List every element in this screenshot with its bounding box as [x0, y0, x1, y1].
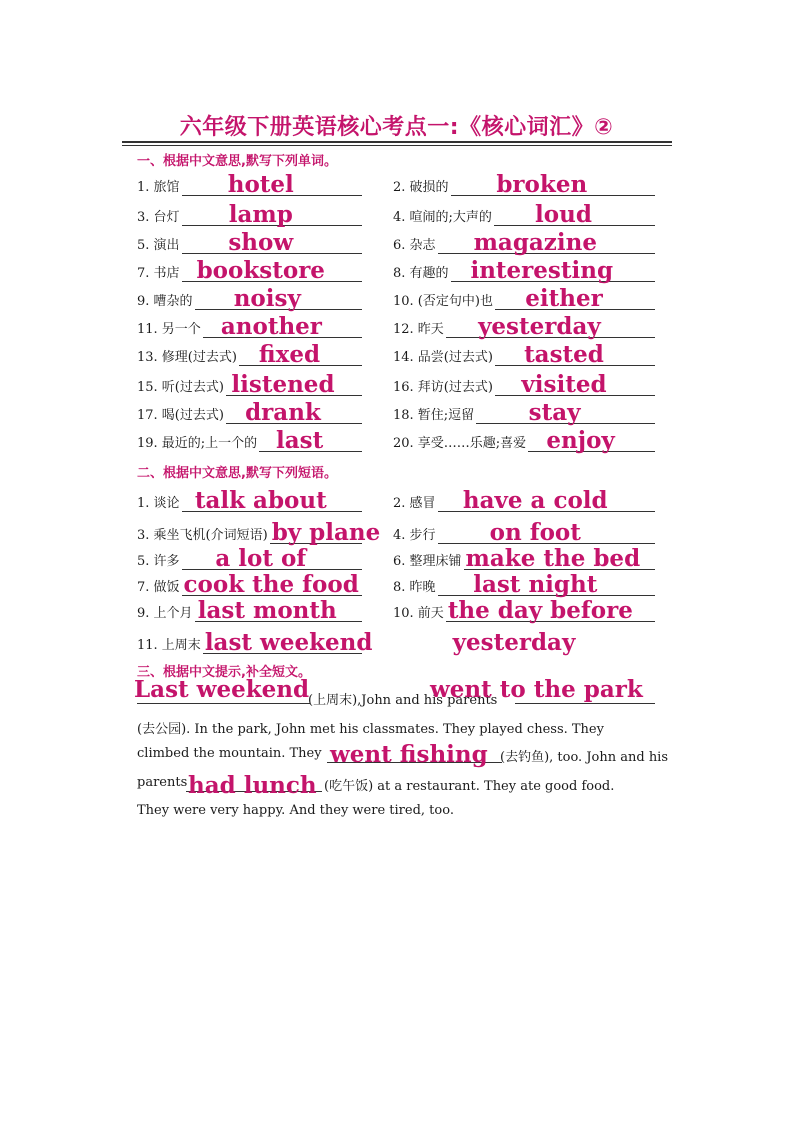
- phrase-item: [137, 486, 362, 514]
- handwritten-answer: yesterday: [452, 629, 576, 656]
- word-item: [393, 228, 655, 256]
- item-prompt: 4. 步行: [393, 528, 436, 543]
- word-item: [393, 170, 655, 198]
- handwritten-answer: enjoy: [546, 427, 615, 454]
- handwritten-answer: broken: [496, 171, 588, 198]
- item-prompt: 14. 品尝(过去式): [393, 350, 493, 365]
- handwritten-answer: on foot: [489, 519, 581, 546]
- item-prompt: 12. 昨天: [393, 322, 444, 337]
- word-item: [137, 200, 362, 228]
- phrase-item: [137, 544, 362, 572]
- item-prompt: 6. 整理床铺: [393, 554, 462, 569]
- handwritten-answer: hotel: [227, 171, 294, 198]
- item-prompt: 17. 喝(过去式): [137, 408, 224, 423]
- word-item: [137, 312, 362, 340]
- item-prompt: 8. 有趣的: [393, 266, 449, 281]
- item-prompt: 7. 书店: [137, 266, 180, 281]
- item-prompt: 3. 乘坐飞机(介词短语): [137, 528, 268, 543]
- phrase-item: [393, 570, 655, 598]
- phrase-item: [393, 518, 655, 546]
- item-prompt: 15. 听(过去式): [137, 380, 224, 395]
- passage-line-3-start: climbed the mountain. They: [137, 746, 322, 761]
- handwritten-answer: yesterday: [478, 313, 601, 340]
- handwritten-answer: last weekend: [204, 629, 373, 656]
- handwritten-answer: cook the food: [183, 571, 359, 598]
- word-item: [137, 340, 362, 368]
- handwritten-answer: listened: [231, 371, 335, 398]
- handwritten-answer: bookstore: [196, 257, 325, 284]
- handwritten-answer: show: [228, 229, 294, 256]
- item-prompt: 9. 嘈杂的: [137, 294, 193, 309]
- passage-hint-1: (上周末),John and his parents: [308, 693, 498, 708]
- section1-heading: 一、根据中文意思,默写下列单词。: [137, 154, 337, 169]
- word-item: [137, 256, 362, 284]
- item-prompt: 6. 杂志: [393, 238, 436, 253]
- word-item: [137, 228, 362, 256]
- phrase-item: [137, 596, 362, 624]
- answer-went-to-the-park: went to the park: [430, 676, 643, 703]
- phrase-item: [137, 518, 381, 546]
- phrase-item: [137, 628, 373, 656]
- phrase-item: [393, 628, 655, 656]
- item-prompt: 5. 许多: [137, 554, 180, 569]
- page-title: 六年级下册英语核心考点一:《核心词汇》②: [179, 115, 614, 140]
- phrase-item: [393, 596, 655, 624]
- item-prompt: 4. 喧闹的;大声的: [393, 210, 492, 225]
- title-rule-thin: [122, 145, 672, 146]
- phrase-item: [393, 486, 655, 514]
- passage-line-5: They were very happy. And they were tired, too.: [137, 803, 454, 818]
- answer-had-lunch: had lunch: [188, 772, 317, 799]
- title-rule: [122, 141, 672, 143]
- handwritten-answer: by plane: [271, 519, 381, 546]
- item-prompt: 16. 拜访(过去式): [393, 380, 493, 395]
- item-prompt: 7. 做饭: [137, 580, 180, 595]
- word-item: [393, 340, 655, 368]
- handwritten-answer: interesting: [470, 257, 614, 284]
- item-prompt: 1. 谈论: [137, 496, 180, 511]
- item-prompt: 11. 另一个: [137, 322, 201, 337]
- item-prompt: 9. 上个月: [137, 606, 193, 621]
- word-item: [137, 398, 362, 426]
- handwritten-answer: last month: [197, 597, 337, 624]
- word-item: [393, 256, 655, 284]
- item-prompt: 10. (否定句中)也: [393, 294, 493, 309]
- item-prompt: 19. 最近的;上一个的: [137, 436, 258, 451]
- handwritten-answer: last night: [473, 571, 598, 598]
- item-prompt: 1. 旅馆: [137, 180, 180, 195]
- handwritten-answer: make the bed: [465, 545, 641, 572]
- item-prompt: 20. 享受……乐趣;喜爱: [393, 436, 527, 451]
- item-prompt: 11. 上周末: [137, 638, 201, 653]
- handwritten-answer: lamp: [228, 201, 293, 228]
- word-item: [137, 426, 362, 454]
- item-prompt: 2. 感冒: [393, 496, 436, 511]
- passage-line-2: (去公园). In the park, John met his classmates. They played chess. They: [137, 722, 604, 737]
- word-item: [393, 398, 655, 426]
- word-item: [393, 312, 655, 340]
- item-prompt: 3. 台灯: [137, 210, 180, 225]
- word-item: [393, 284, 655, 312]
- handwritten-answer: visited: [521, 371, 607, 398]
- word-item: [137, 284, 362, 312]
- handwritten-answer: fixed: [258, 341, 321, 368]
- passage-hint-4: (吃午饭) at a restaurant. They ate good food.: [324, 779, 615, 794]
- phrase-item: [393, 544, 655, 572]
- passage-line-4-start: parents: [137, 775, 188, 790]
- word-item: [393, 370, 655, 398]
- handwritten-answer: magazine: [473, 229, 597, 256]
- handwritten-answer: tasted: [524, 341, 604, 368]
- handwritten-answer: another: [220, 313, 322, 340]
- passage-hint-3: (去钓鱼), too. John and his: [500, 750, 669, 765]
- blank-line: [137, 703, 310, 704]
- section2-heading: 二、根据中文意思,默写下列短语。: [137, 466, 337, 481]
- item-prompt: 18. 暂住;逗留: [393, 408, 475, 423]
- handwritten-answer: loud: [535, 201, 592, 228]
- item-prompt: 8. 昨晚: [393, 580, 436, 595]
- handwritten-answer: last: [275, 427, 324, 454]
- answer-last-weekend: Last weekend: [134, 676, 310, 703]
- handwritten-answer: the day before: [447, 597, 633, 624]
- phrase-item: [137, 570, 362, 598]
- handwritten-answer: drank: [245, 399, 321, 426]
- handwritten-answer: noisy: [233, 285, 301, 312]
- word-item: [393, 200, 655, 228]
- handwritten-answer: a lot of: [215, 545, 307, 572]
- word-item: [137, 170, 362, 198]
- handwritten-answer: have a cold: [462, 487, 608, 514]
- answer-went-fishing: went fishing: [330, 741, 488, 768]
- item-prompt: 13. 修理(过去式): [137, 350, 237, 365]
- item-prompt: 5. 演出: [137, 238, 180, 253]
- word-item: [137, 370, 362, 398]
- word-item: [393, 426, 655, 454]
- item-prompt: 2. 破损的: [393, 180, 449, 195]
- handwritten-answer: talk about: [194, 487, 327, 514]
- blank-line: [515, 703, 655, 704]
- item-prompt: 10. 前天: [393, 606, 444, 621]
- section3-heading: 三、根据中文提示,补全短文。: [137, 665, 311, 680]
- handwritten-answer: stay: [528, 399, 581, 426]
- handwritten-answer: either: [525, 285, 603, 312]
